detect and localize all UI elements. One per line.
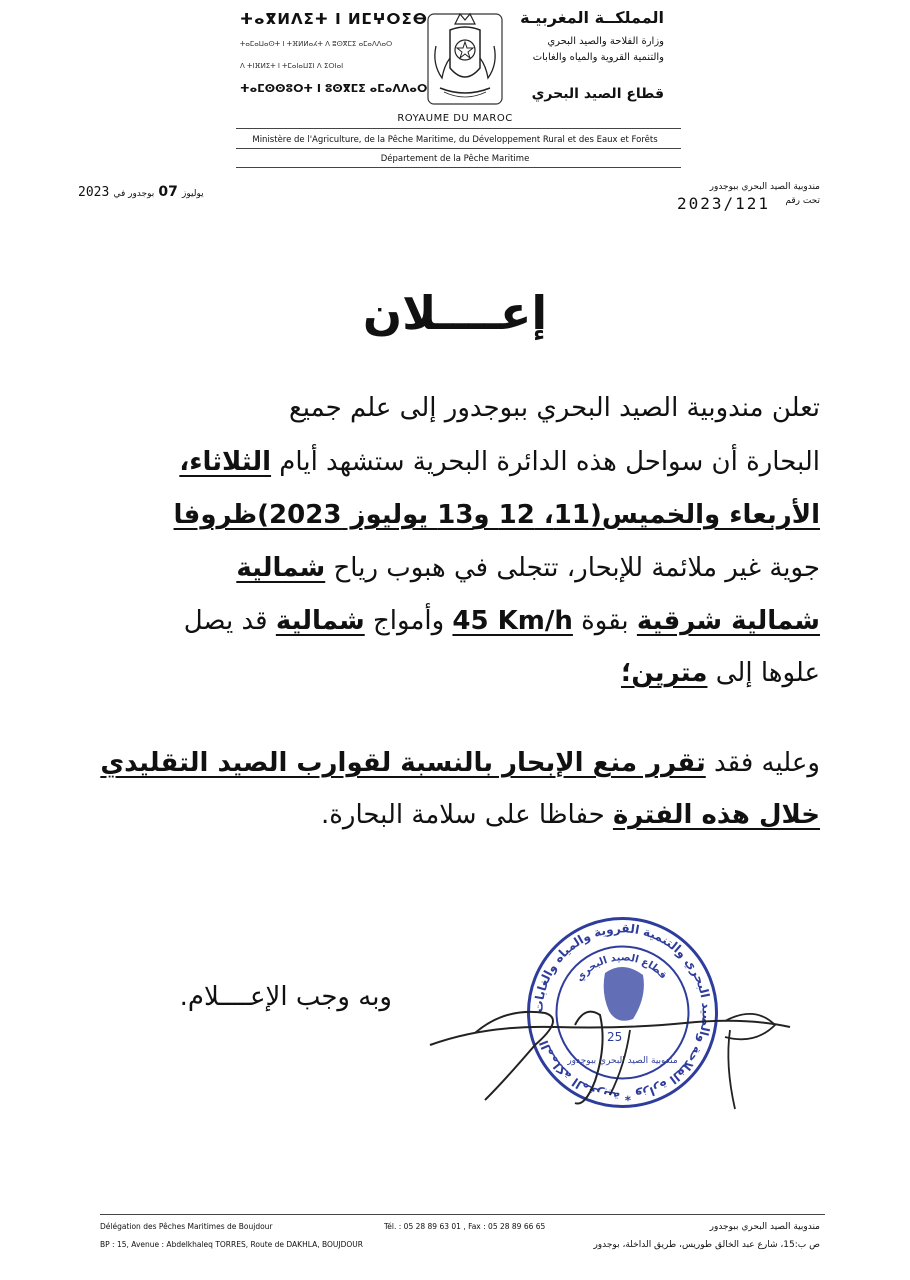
department-title: Département de la Pêche Maritime: [380, 154, 530, 164]
tifinagh-ministry-2: ⴷ ⵜⵏⴼⵍⵉⵜ ⵏ ⵜⵎⴰⵏⴰⵡⵉⵏ ⴷ ⵉⵔⵏⴰⵏ: [240, 62, 344, 70]
body-line-6: [621, 658, 820, 688]
body-text: بقوة: [572, 606, 637, 636]
body-text: وأمواج: [364, 606, 453, 636]
stamp-bottom-text: مندوبية الصيد البحري ببوجدور: [567, 1056, 678, 1066]
stamp-ring-text: المملكة المغربية * وزارة الفلاحة والصيد البحري والتنمية القروية والمياه والغابات: [531, 921, 714, 1104]
stamp-inner-text: قطاع الصيد البحري: [574, 952, 669, 984]
highlight-text: شمالية شرقية: [636, 606, 820, 636]
body-text: قد يصل: [183, 606, 276, 636]
body-line-1: تعلن مندوبية الصيد البحري ببوجدور إلى علم جميع: [288, 393, 820, 423]
highlight-text: الثلاثاء،: [179, 447, 272, 477]
body-text: علوها إلى: [707, 658, 820, 688]
highlight-text: شمالية: [275, 606, 365, 636]
body-text: وعليه فقد: [705, 748, 820, 778]
body-text: البحارة أن سواحل هذه الدائرة البحرية ستشهد أيام: [271, 447, 820, 477]
tifinagh-ministry-1: ⵜⴰⵎⴰⵡⴰⵙⵜ ⵏ ⵜⴼⵍⵍⴰⵃⵜ ⴷ ⵓⵙⴳⵎⵉ ⴰⵎⴰⴷⴷⴰⵔ: [240, 40, 393, 48]
letterhead-divider: [236, 167, 681, 168]
highlight-text: مترين؛: [621, 658, 708, 688]
document-title: إعــــلان: [362, 286, 548, 340]
document-date: [78, 184, 204, 200]
footer-office-ar: مندوبية الصيد البحري ببوجدور: [709, 1222, 820, 1232]
date-day: 07: [158, 184, 178, 200]
kingdom-title: ROYAUME DU MAROC: [397, 113, 513, 124]
body-line-8: [321, 800, 820, 830]
footer-address-ar: ص ب:15، شارع عبد الخالق طوريس، طريق الداخلة، بوجدور: [593, 1240, 820, 1250]
footer-office-fr: Délégation des Pêches Maritimes de Boujdour: [100, 1222, 273, 1231]
highlight-text: شمالية: [236, 553, 326, 583]
body-line-7: [100, 748, 820, 778]
body-text: حفاظا على سلامة البحارة.: [321, 800, 613, 830]
body-line-4: [236, 553, 820, 583]
arabic-department: قطاع الصيد البحري: [531, 86, 664, 102]
date-place: بوجدور في: [113, 189, 155, 199]
reference-prefix: تحت رقم: [785, 196, 820, 206]
moroccan-coat-of-arms-icon: [422, 6, 508, 110]
stamp-number: 25: [607, 1030, 623, 1044]
arabic-kingdom: المملكــة المغربيـة: [520, 8, 664, 27]
footer-divider: [100, 1214, 825, 1215]
body-line-2: [179, 447, 820, 477]
date-month: يوليوز: [182, 189, 204, 199]
arabic-ministry-1: وزارة الفلاحة والصيد البحري: [547, 36, 664, 47]
letterhead-divider: [236, 128, 681, 129]
reference-number: 2023/121: [676, 194, 770, 213]
wind-speed: 45 Km/h: [452, 606, 573, 636]
highlight-text: خلال هذه الفترة: [612, 800, 820, 830]
tifinagh-department: ⵜⴰⵎⵙⵙⵓⵔⵜ ⵏ ⵓⵙⴳⵎⵉ ⴰⵎⴰⴷⴷⴰⵔ: [240, 82, 428, 95]
closing-line: وبه وجب الإعــــلام.: [179, 982, 392, 1012]
letterhead-divider: [236, 148, 681, 149]
reference-office: مندوبية الصيد البحري ببوجدور: [709, 182, 820, 192]
body-text: جوية غير ملائمة للإبحار، تتجلى في هبوب رياح: [325, 553, 820, 583]
handwritten-signature: [425, 985, 795, 1115]
body-line-5: [184, 606, 820, 636]
footer-address-fr: BP : 15, Avenue : Abdelkhaleq TORRES, Route de DAKHLA, BOUJDOUR: [100, 1240, 363, 1249]
footer-contact: Tél. : 05 28 89 63 01 , Fax : 05 28 89 66 65: [384, 1222, 546, 1231]
tifinagh-kingdom: ⵜⴰⴳⵍⴷⵉⵜ ⵏ ⵍⵎⵖⵔⵉⴱ: [240, 10, 428, 28]
body-line-3: الأربعاء والخميس(11، 12 و13 يوليوز 2023)ظروفا: [173, 500, 820, 530]
highlight-text: تقرر منع الإبحار بالنسبة لقوارب الصيد التقليدي: [100, 748, 706, 778]
arabic-ministry-2: والتنمية القروية والمياه والغابات: [532, 52, 664, 63]
date-year: 2023: [78, 185, 110, 200]
ministry-title: Ministère de l'Agriculture, de la Pêche Maritime, du Développement Rural et des Eaux et Forêts: [252, 135, 658, 145]
